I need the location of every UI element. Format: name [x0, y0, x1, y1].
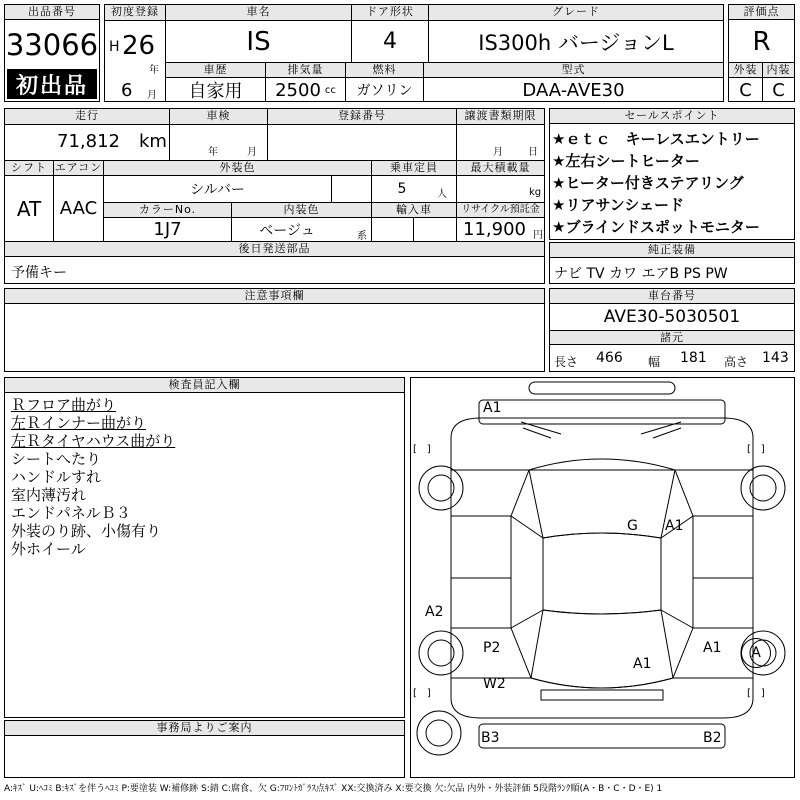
era: H: [109, 39, 120, 55]
interior-color-unit: 系: [357, 231, 367, 242]
reg-no-label: 登録番号: [268, 109, 456, 124]
interior-label: 内装: [763, 63, 794, 77]
interior-color: ベージュ: [259, 222, 315, 239]
transfer-label: 譲渡書類期限: [457, 109, 544, 124]
chassis-label: 車台番号: [550, 289, 794, 304]
recycle-label: リサイクル預託金: [457, 203, 544, 217]
note-line: シートへたり: [11, 450, 102, 468]
name-label: 車名: [166, 5, 351, 20]
history: 自家用: [188, 81, 243, 102]
import-label: 輸入車: [372, 203, 456, 217]
later-parts-label: 後日発送部品: [5, 242, 544, 256]
exterior-label: 外装: [729, 63, 762, 77]
mark-a1-front: A1: [483, 400, 502, 416]
mileage: 71,812: [57, 131, 120, 152]
mark-b2: B2: [703, 730, 722, 746]
transfer-month-unit: 月: [493, 147, 503, 158]
chassis-box: [549, 288, 795, 372]
load-unit: kg: [529, 187, 542, 198]
bracket-rear-left: [ ]: [413, 688, 431, 699]
car-name: IS: [246, 26, 271, 57]
year-unit: 年: [149, 65, 159, 76]
note-line: 左Ｒタイヤハウス曲がり: [11, 432, 176, 450]
shift: AT: [16, 196, 42, 221]
reg-year: 26: [122, 31, 156, 61]
mark-w2: W2: [483, 676, 506, 692]
model: DAA-AVE30: [522, 79, 625, 101]
width: 181: [680, 350, 707, 366]
grade: IS300h バージョンL: [478, 30, 674, 55]
transfer-day-unit: 日: [528, 147, 538, 158]
ac: AAC: [59, 198, 98, 219]
height-label: 高さ: [724, 355, 749, 369]
door-label: ドア形状: [352, 5, 428, 20]
car-diagram: [410, 377, 795, 778]
note-line: 室内薄汚れ: [11, 486, 87, 504]
interior-color-label: 内装色: [232, 203, 371, 217]
km-unit: km: [139, 131, 167, 152]
note-line: エンドパネルＢ３: [11, 504, 131, 522]
month-unit: 月: [147, 90, 157, 101]
mark-a1-right: A1: [665, 518, 684, 534]
mileage-label: 走行: [5, 109, 169, 124]
grade-label: グレード: [429, 5, 723, 20]
sales-point-item: ★左右シートヒーター: [552, 152, 700, 170]
ac-label: エアコン: [54, 161, 103, 174]
color-label: 外装色: [104, 161, 371, 175]
color-no-label: カラーNo.: [104, 203, 231, 217]
cautions-label: 注意事項欄: [5, 289, 544, 304]
equipment-label: 純正装備: [550, 243, 794, 258]
note-line: Ｒフロア曲がり: [11, 396, 117, 414]
sales-points-list: [552, 128, 760, 238]
length-label: 長さ: [554, 355, 579, 369]
inspector-notes: [11, 396, 175, 558]
cautions-box: [4, 288, 545, 372]
inspector-box: [4, 377, 405, 718]
fuel-label: 燃料: [346, 63, 423, 77]
displacement-cell: [266, 78, 345, 102]
bracket-front-left: [ ]: [413, 444, 431, 455]
note-line: 外ホイール: [11, 540, 86, 558]
capacity-label: 乗車定員: [372, 161, 456, 175]
history-label: 車歴: [166, 63, 265, 77]
sales-point-item: ★リアサンシェード: [552, 196, 685, 214]
yen-unit: 円: [533, 230, 543, 241]
width-label: 幅: [648, 355, 661, 369]
height: 143: [762, 350, 789, 366]
legend: A:ｷｽﾞ U:ﾍｺﾐ B:ｷｽﾞを伴うﾍｺﾐ P:要塗装 W:補修跡 S:錆 C:腐食、欠 G:ﾌﾛﾝﾄｶﾞﾗｽ点ｷｽﾞ XX:交換済み X:要交換 欠:欠品 内外・外装評価 5段階ﾗﾝｸ順(A・B・C・D・E) 1: [4, 784, 663, 794]
color: シルバー: [190, 182, 245, 198]
mark-a-circle: A: [741, 638, 771, 668]
color-no: 1J7: [153, 219, 182, 240]
doors: 4: [383, 29, 397, 54]
rating-box: [728, 4, 795, 102]
insp-year-unit: 年: [208, 147, 218, 158]
lot-number: 33066: [5, 28, 99, 62]
mark-a1-rear-right: A1: [703, 640, 722, 656]
fuel: ガソリン: [356, 83, 413, 99]
sales-points-label: セールスポイント: [550, 109, 794, 124]
lot-box: [4, 4, 100, 102]
length: 466: [596, 350, 623, 366]
capacity-unit: 人: [437, 189, 447, 200]
inspection-label: 車検: [170, 109, 267, 124]
exterior-grade: C: [739, 79, 752, 101]
dimensions-label: 諸元: [550, 330, 794, 345]
displacement: 2500: [275, 79, 321, 101]
first-listing-badge: 初出品: [7, 69, 97, 99]
cc-unit: cc: [324, 84, 336, 96]
shift-label: シフト: [5, 161, 53, 175]
car-diagram-svg: [411, 378, 794, 777]
displacement-label: 排気量: [266, 63, 345, 77]
insp-month-unit: 月: [247, 147, 257, 158]
note-line: 外装のり跡、小傷有り: [11, 522, 162, 540]
recycle: 11,900: [463, 219, 526, 240]
bracket-front-right: [ ]: [747, 444, 765, 455]
equipment-value: ナビ TV カワ エアB PS PW: [554, 266, 728, 282]
later-parts: 予備キー: [11, 265, 67, 281]
mark-p2: P2: [483, 640, 501, 656]
note-line: 左Ｒインナー曲がり: [11, 414, 147, 432]
mark-b3: B3: [481, 730, 500, 746]
chassis-number: AVE30-5030501: [603, 307, 741, 327]
office-label: 事務局よりご案内: [5, 721, 404, 736]
mark-a1-mid: A1: [633, 656, 652, 672]
sales-points-box: [549, 108, 795, 240]
rating: R: [752, 26, 771, 57]
reg-month: 6: [121, 80, 133, 101]
sales-point-item: ★ブラインドスポットモニター: [552, 218, 760, 236]
main-header-box: [104, 4, 724, 102]
equipment-box: [549, 242, 795, 284]
interior-grade: C: [772, 79, 785, 101]
sales-point-item: ★ヒーター付きステアリング: [552, 174, 744, 192]
capacity: 5: [397, 181, 407, 197]
load-label: 最大積載量: [457, 161, 544, 175]
details-box: [4, 108, 545, 284]
model-label: 型式: [424, 63, 723, 77]
sales-point-item: ★ｅｔｃ キーレスエントリー: [552, 130, 760, 148]
rating-label: 評価点: [729, 5, 794, 20]
office-box: [4, 720, 405, 778]
lot-label: 出品番号: [5, 5, 99, 20]
note-line: ハンドルすれ: [11, 468, 102, 486]
mark-g: G: [627, 518, 638, 534]
inspector-label: 検査員記入欄: [5, 378, 404, 393]
first-reg-label: 初度登録: [105, 5, 165, 20]
mark-a2: A2: [425, 604, 444, 620]
bracket-rear-right: [ ]: [747, 688, 765, 699]
